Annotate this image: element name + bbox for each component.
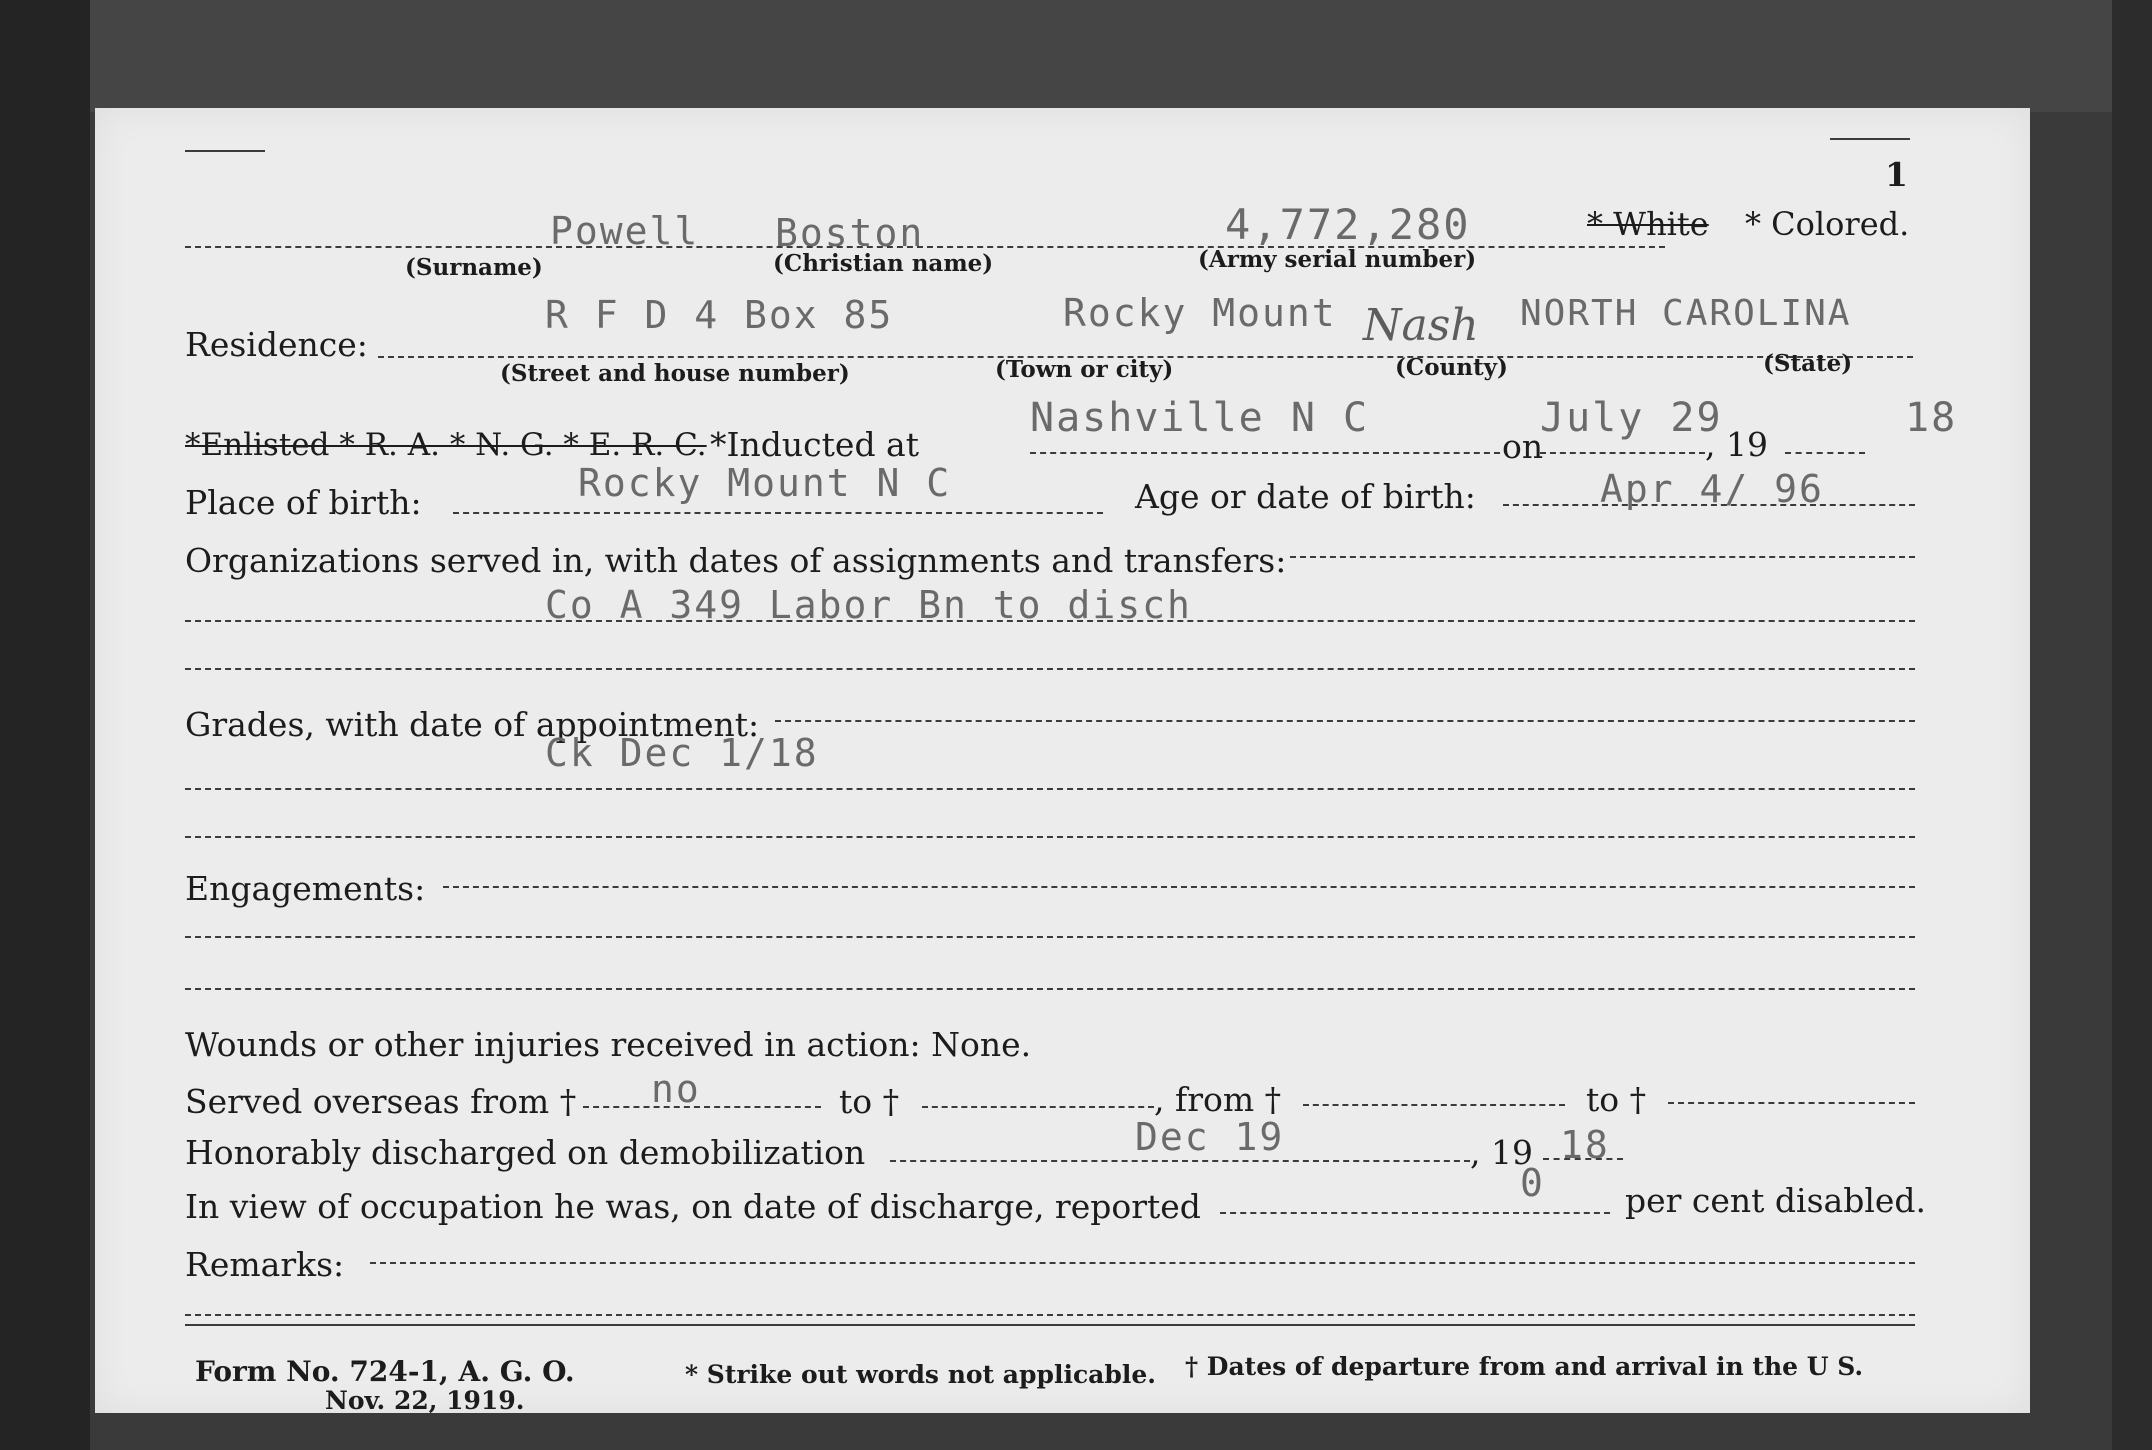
surname-caption: (Surname): [405, 254, 543, 281]
organizations-line-1: [1290, 556, 1915, 558]
strike-out-note: * Strike out words not applicable.: [685, 1360, 1156, 1389]
place-of-birth-line: [453, 512, 1103, 514]
overseas-to-label: to †: [839, 1082, 900, 1121]
inducted-date-value: July 29: [1540, 395, 1723, 441]
surname-value: Powell: [550, 209, 700, 253]
state-caption: (State): [1763, 350, 1853, 377]
top-left-mark: [185, 150, 265, 152]
scan-background-top: [90, 0, 2152, 112]
overseas-from-value: no: [651, 1067, 701, 1111]
disability-value: 0: [1520, 1161, 1545, 1205]
engagements-line-1: [443, 886, 1915, 888]
discharge-year-prefix: , 19: [1470, 1133, 1533, 1172]
scan-background-left: [0, 0, 90, 1450]
scan-background-right: [2112, 0, 2152, 1450]
residence-label: Residence:: [185, 325, 368, 364]
serial-number-caption: (Army serial number): [1198, 246, 1477, 273]
town-caption: (Town or city): [995, 356, 1174, 383]
remarks-line-3: [185, 1324, 1915, 1326]
form-number: Form No. 724-1, A. G. O.: [195, 1355, 575, 1388]
grades-line-1: [775, 720, 1915, 722]
county-caption: (County): [1395, 354, 1508, 381]
organizations-line-2: [185, 620, 1915, 622]
inducted-year-prefix: , 19: [1705, 425, 1768, 464]
overseas-label: Served overseas from †: [185, 1082, 577, 1121]
disability-label: In view of occupation he was, on date of discharge, reported: [185, 1187, 1201, 1226]
service-record-card: [95, 108, 2030, 1413]
organizations-value: Co A 349 Labor Bn to disch: [545, 583, 1192, 627]
place-of-birth-label: Place of birth:: [185, 483, 422, 522]
residence-county-value: Nash: [1363, 300, 1479, 351]
overseas-from2-label: , from †: [1154, 1080, 1282, 1119]
overseas-from-line: [583, 1106, 821, 1108]
christian-name-value: Boston: [775, 211, 925, 255]
disability-line: [1220, 1212, 1610, 1214]
street-caption: (Street and house number): [500, 360, 850, 387]
discharge-date-line: [890, 1160, 1470, 1162]
residence-state-value: NORTH CAROLINA: [1520, 293, 1852, 334]
inducted-at-value: Nashville N C: [1030, 395, 1370, 441]
overseas-from2-line: [1303, 1104, 1565, 1106]
form-date: Nov. 22, 1919.: [325, 1386, 525, 1415]
enlistment-struck-options: *Enlisted * R. A. * N. G. * E. R. C.: [185, 427, 707, 463]
residence-street-value: R F D 4 Box 85: [545, 293, 894, 337]
inducted-at-line: [1030, 452, 1500, 454]
organizations-label: Organizations served in, with dates of assignments and transfers:: [185, 541, 1287, 580]
race-colored-option: * Colored.: [1745, 205, 1910, 243]
race-white-option: * White: [1587, 205, 1709, 243]
inducted-date-line: [1540, 452, 1705, 454]
engagements-line-3: [185, 988, 1915, 990]
grades-label: Grades, with date of appointment:: [185, 705, 760, 744]
date-of-birth-value: Apr 4/ 96: [1600, 467, 1824, 511]
christian-name-caption: (Christian name): [773, 250, 994, 277]
grades-value: Ck Dec 1/18: [545, 731, 819, 775]
remarks-line-2: [185, 1314, 1915, 1316]
grades-line-3: [185, 836, 1915, 838]
engagements-label: Engagements:: [185, 869, 426, 908]
inducted-year-value: 18: [1905, 395, 1958, 441]
discharge-year-line: [1543, 1158, 1623, 1160]
engagements-line-2: [185, 936, 1915, 938]
grades-line-2: [185, 788, 1915, 790]
date-of-birth-line: [1503, 504, 1915, 506]
place-of-birth-value: Rocky Mount N C: [578, 461, 952, 505]
age-label: Age or date of birth:: [1135, 477, 1476, 516]
serial-number-value: 4,772,280: [1225, 200, 1471, 249]
organizations-line-3: [185, 668, 1915, 670]
overseas-to2-label: to †: [1586, 1080, 1647, 1119]
disability-suffix: per cent disabled.: [1625, 1181, 1927, 1220]
discharge-date-value: Dec 19: [1135, 1115, 1285, 1159]
discharge-year-value: 18: [1560, 1123, 1610, 1167]
inducted-at-label: *Inducted at: [710, 425, 919, 464]
overseas-to-line: [922, 1106, 1154, 1108]
inducted-year-line: [1785, 452, 1865, 454]
page-number: 1: [1885, 155, 1908, 194]
residence-town-value: Rocky Mount: [1063, 291, 1337, 335]
discharge-label: Honorably discharged on demobilization: [185, 1133, 866, 1172]
overseas-to2-line: [1668, 1102, 1915, 1104]
remarks-label: Remarks:: [185, 1245, 345, 1284]
dates-note: † Dates of departure from and arrival in the U S.: [1185, 1352, 1864, 1381]
wounds-label: Wounds or other injuries received in action: None.: [185, 1025, 1032, 1064]
remarks-line-1: [370, 1262, 1915, 1264]
inducted-on-label: on: [1502, 427, 1544, 466]
top-right-mark: [1830, 138, 1910, 140]
